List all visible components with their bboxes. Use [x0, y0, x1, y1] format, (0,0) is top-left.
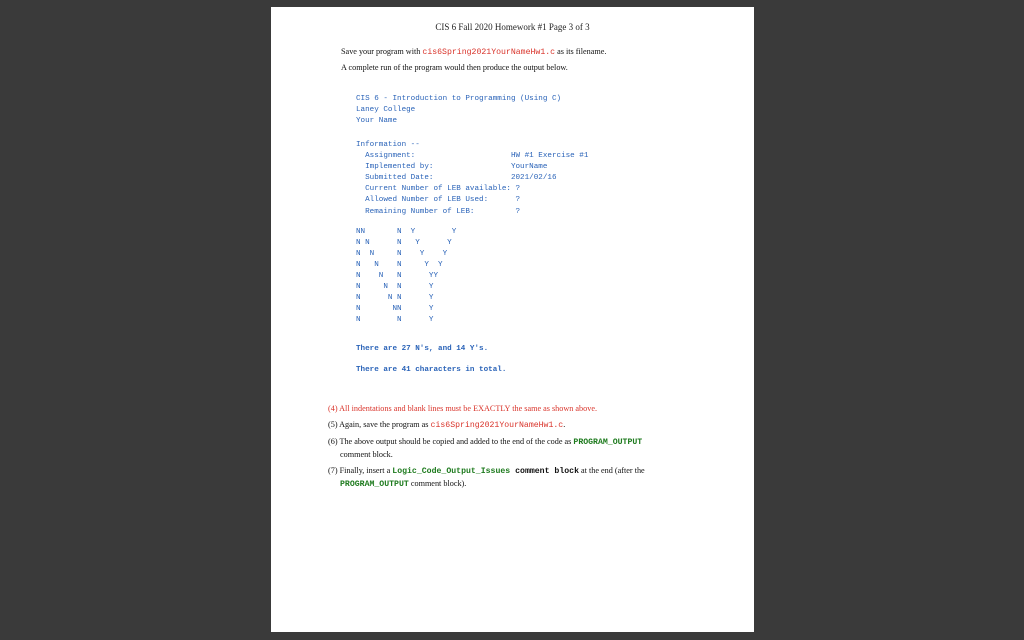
notes — [328, 403, 728, 491]
note-5: (5) Again, save the program as cis6Spring2021YourNameHw1.c. — [328, 420, 566, 430]
output-count-summary: There are 27 N's, and 14 Y's. — [356, 345, 489, 353]
document-page — [271, 7, 754, 632]
output-heading: CIS 6 - Introduction to Programming (Using C) Laney College Your Name — [356, 95, 562, 126]
output-total-summary: There are 41 characters in total. — [356, 366, 507, 374]
output-ny-art: NN N Y Y N N N Y Y N N N Y Y N N N Y Y N N N YY N N N Y N N N Y N NN Y N N Y — [356, 228, 457, 324]
filename-text: cis6Spring2021YourNameHw1.c — [422, 48, 556, 57]
page-header: CIS 6 Fall 2020 Homework #1 Page 3 of 3 — [435, 22, 590, 32]
note-6: (6) The above output should be copied and added to the end of the code as PROGRAM_OUTPUT comment block. — [328, 437, 643, 459]
note-4: (4) All indentations and blank lines must be EXACTLY the same as shown above. — [328, 404, 598, 413]
output-info: Information -- Assignment: HW #1 Exercise #1 Implemented by: YourName Submitted Date: 2021/02/16 Current Number of LEB available: ? Allowed Number of LEB Used: ? Remaining Number of LEB: ? — [356, 141, 589, 216]
note-7: (7) Finally, insert a Logic_Code_Output_Issues comment block at the end (after the PROGRAM_OUTPUT comment block). — [328, 466, 645, 489]
intro-line-2: A complete run of the program would then produce the output below. — [341, 63, 568, 72]
intro-line-1: Save your program with cis6Spring2021YourNameHw1.c as its filename. — [341, 47, 607, 57]
